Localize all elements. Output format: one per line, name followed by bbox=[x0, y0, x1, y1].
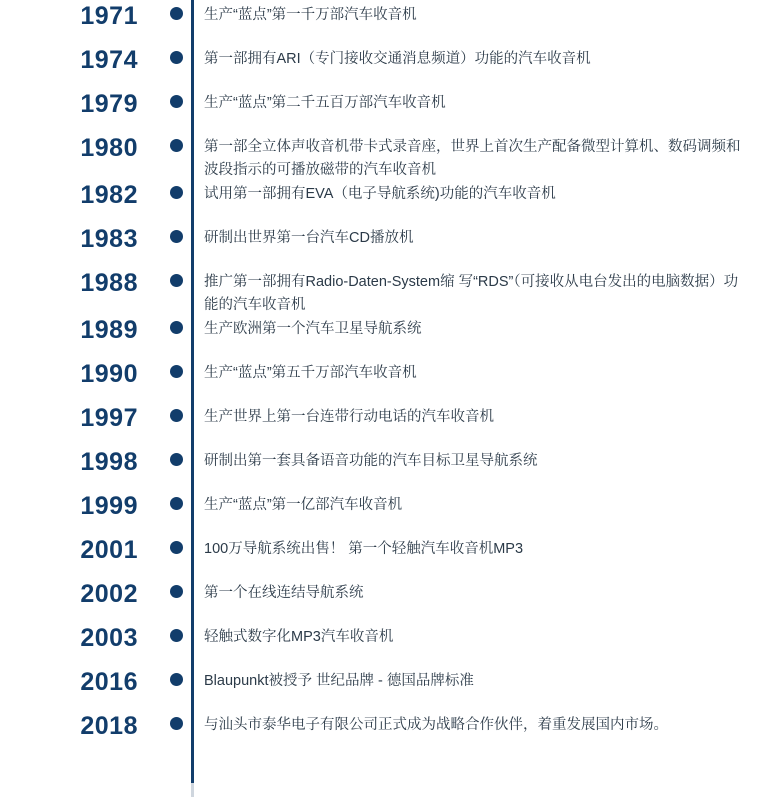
timeline-dot-icon bbox=[170, 51, 183, 64]
timeline-entry bbox=[0, 491, 780, 538]
timeline-dot-icon bbox=[170, 230, 183, 243]
timeline-entry-description: 研制出世界第一台汽车CD播放机 bbox=[204, 229, 414, 246]
timeline-entry bbox=[0, 136, 780, 183]
timeline-year-label: 2002 bbox=[80, 579, 138, 608]
timeline-entry-description: 生产世界上第一台连带行动电话的汽车收音机 bbox=[204, 408, 494, 425]
timeline-dot-icon bbox=[170, 186, 183, 199]
timeline-dot-icon bbox=[170, 139, 183, 152]
timeline-entry bbox=[0, 447, 780, 494]
timeline-entry bbox=[0, 623, 780, 670]
timeline-year-label: 2001 bbox=[80, 535, 138, 564]
timeline-dot-icon bbox=[170, 365, 183, 378]
timeline-year-label: 2018 bbox=[80, 711, 138, 740]
timeline-entry-description: Blaupunkt被授予 世纪品牌 - 德国品牌标准 bbox=[204, 672, 474, 689]
timeline-entry-description: 生产“蓝点”第一亿部汽车收音机 bbox=[204, 496, 403, 513]
timeline-entry bbox=[0, 48, 780, 92]
timeline-entry bbox=[0, 92, 780, 136]
timeline-entry bbox=[0, 359, 780, 406]
timeline-entry bbox=[0, 579, 780, 626]
timeline-dot-icon bbox=[170, 274, 183, 287]
timeline-entry bbox=[0, 268, 780, 318]
timeline-entry-description: 研制出第一套具备语音功能的汽车目标卫星导航系统 bbox=[204, 452, 538, 469]
timeline-entry-description: 第一部全立体声收音机带卡式录音座，世界上首次生产配备微型计算机、数码调频和波段指示的可播放磁带的汽车收音机 bbox=[204, 139, 741, 179]
timeline-entry bbox=[0, 667, 780, 714]
timeline-entry-description: 推广第一部拥有Radio-Daten-System缩 写“RDS”（可接收从电台发出的电脑数据）功能的汽车收音机 bbox=[204, 273, 739, 314]
timeline-entry-description: 100万导航系统出售！ 第一个轻触汽车收音机MP3 bbox=[204, 540, 524, 557]
timeline-dot-icon bbox=[170, 95, 183, 108]
timeline-entry-description: 生产“蓝点”第二千五百万部汽车收音机 bbox=[204, 95, 446, 111]
timeline-year-label: 2016 bbox=[80, 667, 138, 696]
timeline-entry bbox=[0, 180, 780, 227]
timeline-entry-description: 生产欧洲第一个汽车卫星导航系统 bbox=[204, 320, 422, 337]
timeline-year-label: 1974 bbox=[80, 46, 138, 74]
timeline-dot-icon bbox=[170, 453, 183, 466]
timeline-entry-description: 第一部拥有ARI（专门接收交通消息频道）功能的汽车收音机 bbox=[204, 51, 591, 67]
timeline-entry-description: 试用第一部拥有EVA（电子导航系统)功能的汽车收音机 bbox=[204, 185, 556, 202]
timeline-year-label: 1971 bbox=[80, 2, 138, 30]
timeline-dot-icon bbox=[170, 629, 183, 642]
timeline-entry bbox=[0, 535, 780, 582]
timeline-year-label: 1988 bbox=[80, 268, 138, 297]
timeline-year-label: 1998 bbox=[80, 447, 138, 476]
timeline-entry bbox=[0, 315, 780, 362]
timeline-dot-icon bbox=[170, 541, 183, 554]
timeline-year-label: 1983 bbox=[80, 224, 138, 253]
timeline-entry bbox=[0, 403, 780, 450]
timeline-entry-description: 生产“蓝点”第一千万部汽车收音机 bbox=[204, 7, 417, 23]
timeline-dot-icon bbox=[170, 409, 183, 422]
timeline-entry-description: 与汕头市泰华电子有限公司正式成为战略合作伙伴，着重发展国内市场。 bbox=[204, 716, 668, 733]
timeline-dot-icon bbox=[170, 497, 183, 510]
timeline-dot-icon bbox=[170, 321, 183, 334]
timeline-entry bbox=[0, 4, 780, 48]
timeline-entry-description: 轻触式数字化MP3汽车收音机 bbox=[204, 628, 394, 645]
timeline-dot-icon bbox=[170, 585, 183, 598]
timeline-year-label: 1979 bbox=[80, 90, 138, 118]
timeline-entry bbox=[0, 224, 780, 271]
timeline-year-label: 1989 bbox=[80, 315, 138, 344]
timeline-year-label: 1990 bbox=[80, 359, 138, 388]
timeline-entry-description: 第一个在线连结导航系统 bbox=[204, 584, 364, 601]
timeline-entry-description: 生产“蓝点”第五千万部汽车收音机 bbox=[204, 364, 417, 381]
timeline-entry bbox=[0, 711, 780, 758]
timeline-dot-icon bbox=[170, 717, 183, 730]
timeline-year-label: 1980 bbox=[80, 134, 138, 162]
timeline-year-label: 1999 bbox=[80, 491, 138, 520]
timeline-dot-icon bbox=[170, 673, 183, 686]
timeline-year-label: 2003 bbox=[80, 623, 138, 652]
timeline-dot-icon bbox=[170, 7, 183, 20]
timeline-year-label: 1997 bbox=[80, 403, 138, 432]
timeline-year-label: 1982 bbox=[80, 180, 138, 209]
timeline-entry-list bbox=[0, 4, 780, 758]
